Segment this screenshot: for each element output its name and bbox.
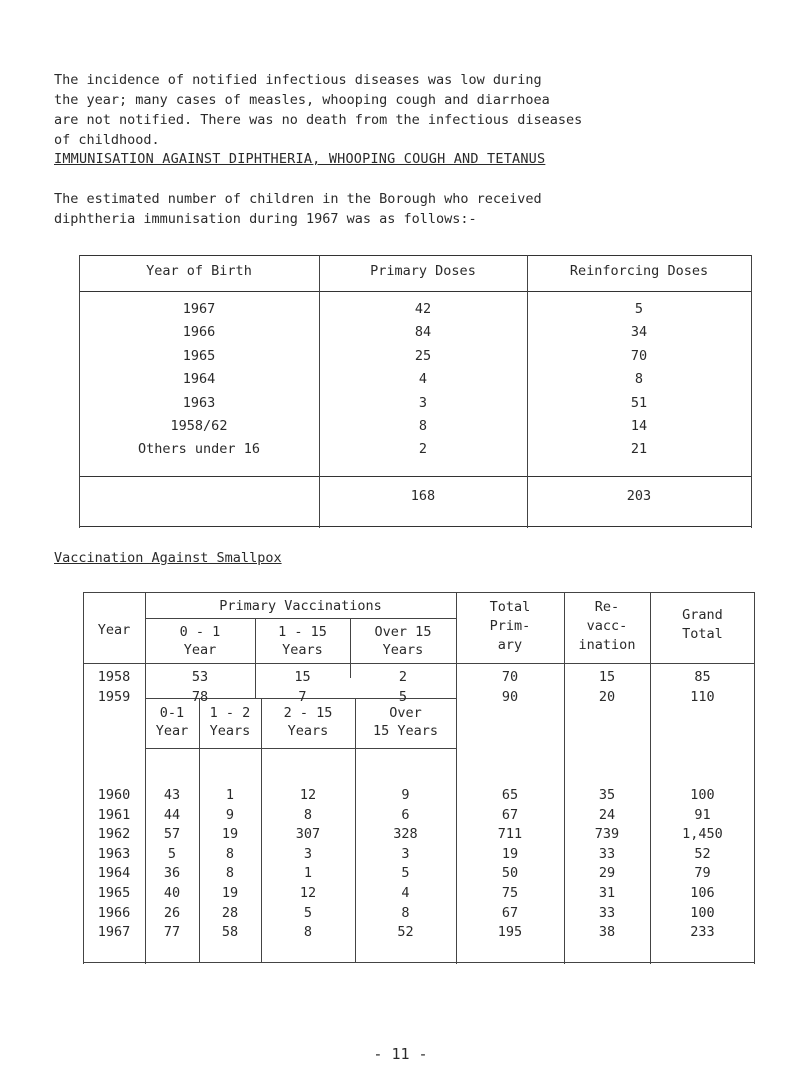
smallpox-cell: 1: [225, 787, 235, 803]
smallpox-cell: 3: [401, 845, 410, 862]
smallpox-cell: 3: [303, 845, 313, 862]
table-rule: [79, 255, 80, 528]
diphtheria-cell-reinforcing: 14: [630, 418, 648, 434]
table-rule: [79, 291, 752, 292]
smallpox-cell: 5: [401, 865, 410, 882]
smallpox-cell: 24: [598, 806, 616, 823]
table-rule: [145, 748, 456, 749]
smallpox-cell: 33: [598, 845, 616, 862]
header-reinforcing-doses: Reinforcing Doses: [569, 263, 709, 279]
smallpox-cell: 57: [163, 826, 181, 843]
smallpox-cell: 53: [191, 669, 209, 685]
smallpox-cell: 19: [221, 826, 239, 843]
diphtheria-cell-year: 1967: [182, 301, 216, 317]
smallpox-cell: 233: [690, 924, 715, 941]
smallpox-cell: 52: [397, 924, 414, 941]
subheader2-over-15-years: Over 15 Years: [372, 705, 439, 739]
smallpox-cell: 36: [163, 865, 181, 882]
smallpox-cell: 1: [303, 865, 313, 882]
diphtheria-cell-year: 1966: [182, 324, 216, 341]
total-reinforcing: 203: [626, 488, 652, 504]
table-rule: [145, 618, 456, 619]
para-line: The estimated number of children in the Borough who received: [54, 191, 542, 207]
smallpox-cell: 12: [299, 787, 317, 803]
page-number: - 11 -: [373, 1045, 428, 1063]
smallpox-cell: 35: [598, 787, 616, 803]
smallpox-cell: 9: [401, 787, 410, 803]
header-grand-total: Grand Total: [682, 607, 723, 642]
smallpox-cell: 711: [497, 826, 523, 843]
smallpox-cell: 19: [501, 845, 519, 862]
smallpox-cell: 1,450: [682, 826, 723, 843]
smallpox-cell: 8: [225, 845, 235, 862]
smallpox-cell: 6: [401, 806, 410, 823]
diphtheria-cell-year: 1965: [182, 347, 216, 364]
smallpox-cell: 106: [690, 885, 715, 901]
smallpox-cell: 8: [303, 806, 313, 823]
intro-line: The incidence of notified infectious diseases was low during: [54, 72, 542, 88]
header-year: Year: [97, 622, 131, 638]
diphtheria-cell-year: 1964: [182, 371, 216, 388]
smallpox-cell: 5: [167, 845, 177, 862]
smallpox-year: 1964: [97, 865, 131, 882]
header-total-primary: Total Prim- ary: [489, 599, 531, 653]
smallpox-cell: 8: [401, 904, 410, 921]
smallpox-cell: 100: [690, 787, 715, 803]
diphtheria-table: [79, 255, 752, 528]
smallpox-cell: 43: [163, 787, 181, 803]
smallpox-cell: 8: [303, 924, 313, 941]
smallpox-cell: 50: [501, 865, 519, 882]
smallpox-cell: 31: [598, 885, 616, 901]
diphtheria-cell-reinforcing: 70: [630, 347, 648, 364]
smallpox-cell: 15: [598, 669, 616, 685]
smallpox-year: 1961: [97, 806, 131, 823]
diphtheria-cell-year: Others under 16: [138, 441, 260, 458]
diphtheria-cell-year: 1963: [182, 394, 216, 411]
immunisation-heading: IMMUNISATION AGAINST DIPHTHERIA, WHOOPING COUGH AND TETANUS: [54, 151, 546, 167]
smallpox-cell: 38: [598, 924, 616, 941]
smallpox-cell: 70: [501, 669, 519, 685]
smallpox-cell: 739: [594, 826, 620, 843]
smallpox-cell: 44: [163, 806, 181, 823]
smallpox-cell: 29: [598, 865, 616, 882]
smallpox-cell: 90: [501, 689, 519, 705]
smallpox-cell: 100: [690, 904, 715, 921]
diphtheria-cell-primary: 8: [418, 418, 428, 434]
smallpox-cell: 58: [221, 924, 239, 941]
smallpox-year: 1960: [97, 787, 131, 803]
intro-line: of childhood.: [54, 132, 160, 148]
smallpox-year: 1958: [97, 669, 131, 685]
diphtheria-cell-reinforcing: 8: [634, 371, 644, 388]
smallpox-cell: 79: [694, 865, 711, 882]
smallpox-cell: 110: [690, 689, 715, 705]
smallpox-cell: 40: [163, 885, 181, 901]
table-rule: [83, 592, 755, 593]
header-revaccination: Re- vacc- ination: [578, 599, 636, 653]
smallpox-cell: 7: [298, 689, 307, 705]
subheader2-2-15-years: 2 - 15 Years: [283, 705, 333, 739]
intro-paragraph: [54, 70, 774, 150]
subheader-over-15-years: Over 15 Years: [374, 624, 432, 658]
header-primary-vaccinations: Primary Vaccinations: [219, 598, 382, 614]
diphtheria-cell-primary: 42: [414, 301, 432, 317]
smallpox-cell: 4: [401, 885, 410, 901]
smallpox-year: 1959: [97, 689, 131, 705]
smallpox-cell: 15: [294, 669, 311, 685]
smallpox-cell: 12: [299, 885, 317, 901]
smallpox-cell: 91: [694, 806, 711, 823]
diphtheria-cell-reinforcing: 34: [630, 324, 648, 341]
diphtheria-cell-reinforcing: 51: [630, 394, 648, 411]
table-rule: [79, 255, 752, 256]
smallpox-heading: Vaccination Against Smallpox: [54, 550, 282, 566]
smallpox-cell: 20: [598, 689, 616, 705]
header-primary-doses: Primary Doses: [370, 263, 476, 279]
smallpox-year: 1966: [97, 904, 131, 921]
smallpox-cell: 8: [225, 865, 235, 882]
subheader2-1-2-years: 1 - 2 Years: [209, 705, 251, 739]
header-year-of-birth: Year of Birth: [146, 263, 252, 279]
diphtheria-cell-primary: 84: [414, 324, 432, 341]
smallpox-cell: 28: [221, 904, 239, 921]
smallpox-cell: 77: [163, 924, 181, 941]
intro-line: the year; many cases of measles, whooping cough and diarrhoea: [54, 92, 550, 108]
smallpox-year: 1963: [97, 845, 131, 862]
subheader-1-15-years: 1 - 15 Years: [278, 624, 327, 658]
table-rule: [751, 255, 752, 528]
total-primary: 168: [410, 488, 436, 504]
smallpox-cell: 85: [694, 669, 711, 685]
smallpox-cell: 67: [501, 806, 519, 823]
smallpox-cell: 307: [295, 826, 321, 843]
subheader-0-1-year: 0 - 1 Year: [179, 624, 221, 658]
diphtheria-cell-primary: 25: [414, 347, 432, 364]
diphtheria-cell-primary: 3: [418, 394, 428, 411]
smallpox-cell: 33: [598, 904, 616, 921]
smallpox-cell: 19: [221, 885, 239, 901]
smallpox-cell: 5: [398, 689, 408, 705]
subheader2-0-1-year: 0-1 Year: [155, 705, 189, 739]
smallpox-cell: 78: [191, 689, 209, 705]
immunisation-paragraph: [54, 189, 542, 229]
smallpox-cell: 2: [398, 669, 408, 685]
table-rule: [83, 962, 755, 963]
para-line: diphtheria immunisation during 1967 was as follows:-: [54, 211, 477, 227]
table-rule: [79, 476, 752, 477]
smallpox-cell: 195: [497, 924, 523, 941]
smallpox-cell: 5: [303, 904, 313, 921]
diphtheria-cell-reinforcing: 21: [630, 441, 648, 458]
smallpox-cell: 328: [393, 826, 418, 843]
table-rule: [79, 526, 752, 527]
diphtheria-cell-primary: 2: [418, 441, 428, 458]
smallpox-cell: 52: [694, 845, 711, 862]
intro-line: are not notified. There was no death from the infectious diseases: [54, 112, 583, 128]
smallpox-cell: 75: [501, 885, 519, 901]
smallpox-cell: 9: [225, 806, 235, 823]
diphtheria-cell-year: 1958/62: [170, 418, 228, 434]
smallpox-cell: 26: [163, 904, 181, 921]
smallpox-table: [83, 592, 755, 964]
diphtheria-cell-primary: 4: [418, 371, 428, 388]
table-rule: [83, 663, 755, 664]
smallpox-cell: 67: [501, 904, 519, 921]
smallpox-year: 1967: [97, 924, 131, 941]
smallpox-year: 1962: [97, 826, 131, 843]
smallpox-year: 1965: [97, 885, 131, 901]
diphtheria-cell-reinforcing: 5: [634, 301, 644, 317]
smallpox-cell: 65: [501, 787, 519, 803]
